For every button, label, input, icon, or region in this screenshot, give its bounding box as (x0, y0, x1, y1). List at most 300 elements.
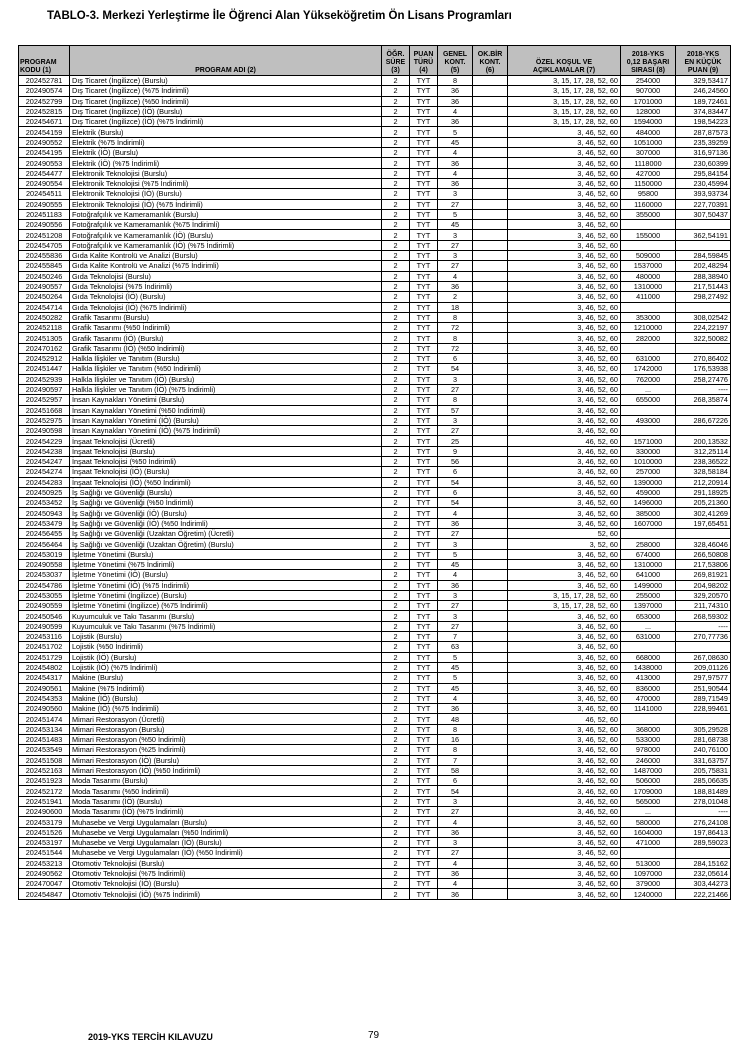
cell-min-score: ---- (676, 384, 731, 394)
cell-program-code: 202452957 (19, 395, 70, 405)
cell-program-name: Mimari Restorasyon (İÖ) (Burslu) (70, 755, 382, 765)
cell-success-rank: 459000 (621, 487, 676, 497)
header-score-type: PUAN TÜRÜ (4) (410, 46, 438, 76)
cell-general-quota: 36 (438, 868, 473, 878)
cell-program-code: 202451544 (19, 848, 70, 858)
cell-top-student-quota (473, 735, 508, 745)
table-row (19, 570, 731, 580)
header-program-code: PROGRAM KODU (1) (19, 46, 70, 76)
cell-top-student-quota (473, 714, 508, 724)
cell-program-code: 202490574 (19, 86, 70, 96)
cell-duration: 2 (382, 662, 410, 672)
cell-conditions: 3, 46, 52, 60 (508, 281, 621, 291)
cell-duration: 2 (382, 652, 410, 662)
cell-top-student-quota (473, 271, 508, 281)
cell-score-type: TYT (410, 848, 438, 858)
cell-min-score: 308,02542 (676, 312, 731, 322)
cell-top-student-quota (473, 323, 508, 333)
cell-program-name: İnşaat Teknolojisi (%50 İndirimli) (70, 456, 382, 466)
cell-general-quota: 7 (438, 755, 473, 765)
cell-program-name: Elektronik Teknolojisi (Burslu) (70, 168, 382, 178)
cell-duration: 2 (382, 467, 410, 477)
cell-program-code: 202450282 (19, 312, 70, 322)
cell-score-type: TYT (410, 477, 438, 487)
cell-min-score: 287,87573 (676, 127, 731, 137)
cell-general-quota: 36 (438, 117, 473, 127)
cell-conditions: 3, 46, 52, 60 (508, 405, 621, 415)
cell-general-quota: 5 (438, 652, 473, 662)
cell-duration: 2 (382, 580, 410, 590)
cell-conditions: 3, 46, 52, 60 (508, 704, 621, 714)
cell-success-rank: 254000 (621, 76, 676, 86)
cell-score-type: TYT (410, 178, 438, 188)
cell-success-rank: 1604000 (621, 827, 676, 837)
cell-program-name: Mimari Restorasyon (%25 İndirimli) (70, 745, 382, 755)
table-row (19, 539, 731, 549)
cell-program-name: Mimari Restorasyon (%50 İndirimli) (70, 735, 382, 745)
cell-min-score (676, 642, 731, 652)
cell-program-code: 202451729 (19, 652, 70, 662)
cell-success-rank: 471000 (621, 837, 676, 847)
cell-program-name: Kuyumculuk ve Takı Tasarımı (Burslu) (70, 611, 382, 621)
cell-top-student-quota (473, 281, 508, 291)
cell-program-name: Gıda Teknolojisi (%75 İndirimli) (70, 281, 382, 291)
cell-duration: 2 (382, 333, 410, 343)
cell-program-code: 202452163 (19, 765, 70, 775)
cell-conditions: 3, 46, 52, 60 (508, 374, 621, 384)
cell-duration: 2 (382, 889, 410, 899)
cell-top-student-quota (473, 251, 508, 261)
cell-min-score: 289,71549 (676, 693, 731, 703)
table-row (19, 230, 731, 240)
cell-general-quota: 48 (438, 714, 473, 724)
cell-duration: 2 (382, 539, 410, 549)
cell-min-score: 217,51443 (676, 281, 731, 291)
cell-score-type: TYT (410, 518, 438, 528)
cell-conditions: 3, 46, 52, 60 (508, 271, 621, 281)
table-row (19, 374, 731, 384)
cell-score-type: TYT (410, 312, 438, 322)
table-row (19, 601, 731, 611)
cell-score-type: TYT (410, 323, 438, 333)
table-row (19, 621, 731, 631)
cell-success-rank: 1499000 (621, 580, 676, 590)
table-row (19, 467, 731, 477)
cell-duration: 2 (382, 189, 410, 199)
cell-score-type: TYT (410, 189, 438, 199)
table-row (19, 662, 731, 672)
cell-top-student-quota (473, 106, 508, 116)
cell-conditions: 3, 46, 52, 60 (508, 446, 621, 456)
cell-program-name: Elektronik Teknolojisi (İÖ) (%75 İndirimli) (70, 199, 382, 209)
cell-score-type: TYT (410, 333, 438, 343)
cell-top-student-quota (473, 642, 508, 652)
table-row (19, 384, 731, 394)
header-top-student-quota: OK.BİR KONT. (6) (473, 46, 508, 76)
cell-score-type: TYT (410, 807, 438, 817)
cell-success-rank: 246000 (621, 755, 676, 765)
cell-duration: 2 (382, 848, 410, 858)
cell-conditions: 3, 46, 52, 60 (508, 662, 621, 672)
header-conditions: ÖZEL KOŞUL VE AÇIKLAMALAR (7) (508, 46, 621, 76)
cell-duration: 2 (382, 86, 410, 96)
cell-score-type: TYT (410, 889, 438, 899)
cell-conditions: 3, 46, 52, 60 (508, 642, 621, 652)
cell-success-rank: 1496000 (621, 498, 676, 508)
cell-min-score (676, 240, 731, 250)
cell-general-quota: 18 (438, 302, 473, 312)
cell-duration: 2 (382, 354, 410, 364)
cell-top-student-quota (473, 652, 508, 662)
cell-top-student-quota (473, 384, 508, 394)
cell-top-student-quota (473, 137, 508, 147)
cell-top-student-quota (473, 611, 508, 621)
cell-success-rank: 641000 (621, 570, 676, 580)
cell-score-type: TYT (410, 776, 438, 786)
cell-success-rank: 1118000 (621, 158, 676, 168)
cell-conditions: 3, 46, 52, 60 (508, 611, 621, 621)
cell-duration: 2 (382, 117, 410, 127)
cell-success-rank: 565000 (621, 796, 676, 806)
cell-program-name: Elektronik Teknolojisi (İÖ) (Burslu) (70, 189, 382, 199)
cell-score-type: TYT (410, 209, 438, 219)
cell-conditions: 3, 46, 52, 60 (508, 364, 621, 374)
cell-score-type: TYT (410, 590, 438, 600)
cell-duration: 2 (382, 426, 410, 436)
cell-min-score: 197,86413 (676, 827, 731, 837)
cell-general-quota: 45 (438, 683, 473, 693)
cell-min-score: 204,98202 (676, 580, 731, 590)
cell-min-score: 268,59302 (676, 611, 731, 621)
cell-success-rank: 355000 (621, 209, 676, 219)
cell-program-code: 202454159 (19, 127, 70, 137)
cell-general-quota: 36 (438, 704, 473, 714)
cell-score-type: TYT (410, 879, 438, 889)
cell-top-student-quota (473, 549, 508, 559)
cell-program-code: 202452912 (19, 354, 70, 364)
cell-score-type: TYT (410, 652, 438, 662)
cell-program-code: 202451474 (19, 714, 70, 724)
cell-min-score: 328,46046 (676, 539, 731, 549)
cell-success-rank (621, 343, 676, 353)
cell-score-type: TYT (410, 86, 438, 96)
cell-conditions: 3, 46, 52, 60 (508, 580, 621, 590)
cell-duration: 2 (382, 261, 410, 271)
table-row (19, 106, 731, 116)
cell-top-student-quota (473, 879, 508, 889)
cell-program-code: 202450925 (19, 487, 70, 497)
cell-top-student-quota (473, 415, 508, 425)
cell-program-name: Otomotiv Teknolojisi (%75 İndirimli) (70, 868, 382, 878)
cell-program-code: 202454847 (19, 889, 70, 899)
table-row (19, 148, 731, 158)
cell-min-score (676, 529, 731, 539)
table-row (19, 724, 731, 734)
cell-general-quota: 27 (438, 848, 473, 858)
table-row (19, 765, 731, 775)
cell-min-score: 303,44273 (676, 879, 731, 889)
cell-general-quota: 4 (438, 106, 473, 116)
cell-program-name: İş Sağlığı ve Güvenliği (İÖ) (Burslu) (70, 508, 382, 518)
cell-general-quota: 45 (438, 220, 473, 230)
cell-min-score: 189,72461 (676, 96, 731, 106)
cell-score-type: TYT (410, 580, 438, 590)
cell-success-rank (621, 220, 676, 230)
cell-success-rank: 1397000 (621, 601, 676, 611)
cell-top-student-quota (473, 559, 508, 569)
cell-general-quota: 3 (438, 611, 473, 621)
cell-conditions: 3, 46, 52, 60 (508, 776, 621, 786)
table-row (19, 858, 731, 868)
cell-min-score: 200,13532 (676, 436, 731, 446)
cell-general-quota: 4 (438, 879, 473, 889)
cell-top-student-quota (473, 858, 508, 868)
table-row (19, 261, 731, 271)
cell-duration: 2 (382, 148, 410, 158)
cell-conditions: 3, 15, 17, 28, 52, 60 (508, 590, 621, 600)
cell-program-code: 202451483 (19, 735, 70, 745)
cell-general-quota: 54 (438, 364, 473, 374)
cell-conditions: 3, 46, 52, 60 (508, 652, 621, 662)
cell-program-code: 202470047 (19, 879, 70, 889)
cell-min-score: 286,67226 (676, 415, 731, 425)
cell-general-quota: 9 (438, 446, 473, 456)
table-row (19, 446, 731, 456)
cell-success-rank: 411000 (621, 292, 676, 302)
cell-top-student-quota (473, 807, 508, 817)
cell-top-student-quota (473, 199, 508, 209)
cell-program-code: 202454786 (19, 580, 70, 590)
cell-success-rank: 509000 (621, 251, 676, 261)
cell-min-score: 322,50082 (676, 333, 731, 343)
cell-score-type: TYT (410, 117, 438, 127)
cell-duration: 2 (382, 868, 410, 878)
cell-program-name: İşletme Yönetimi (İngilizce) (%75 İndirimli) (70, 601, 382, 611)
cell-program-name: Elektrik (Burslu) (70, 127, 382, 137)
cell-top-student-quota (473, 395, 508, 405)
cell-top-student-quota (473, 590, 508, 600)
table-row (19, 817, 731, 827)
cell-general-quota: 3 (438, 374, 473, 384)
cell-min-score: 270,77736 (676, 632, 731, 642)
cell-program-name: Lojistik (İÖ) (Burslu) (70, 652, 382, 662)
cell-duration: 2 (382, 343, 410, 353)
cell-top-student-quota (473, 354, 508, 364)
cell-program-code: 202452939 (19, 374, 70, 384)
cell-duration: 2 (382, 642, 410, 652)
cell-program-code: 202450264 (19, 292, 70, 302)
table-row (19, 302, 731, 312)
cell-program-code: 202454705 (19, 240, 70, 250)
cell-program-name: Lojistik (İÖ) (%75 İndirimli) (70, 662, 382, 672)
cell-program-code: 202451941 (19, 796, 70, 806)
cell-program-code: 202455836 (19, 251, 70, 261)
cell-top-student-quota (473, 683, 508, 693)
table-row (19, 683, 731, 693)
table-row (19, 271, 731, 281)
header-min-score: 2018-YKS EN KÜÇÜK PUAN (9) (676, 46, 731, 76)
cell-duration: 2 (382, 76, 410, 86)
cell-score-type: TYT (410, 693, 438, 703)
cell-min-score: 285,06635 (676, 776, 731, 786)
cell-top-student-quota (473, 292, 508, 302)
cell-general-quota: 27 (438, 240, 473, 250)
cell-program-code: 202454247 (19, 456, 70, 466)
cell-program-code: 202453019 (19, 549, 70, 559)
cell-program-name: Lojistik (%50 İndirimli) (70, 642, 382, 652)
cell-program-code: 202454238 (19, 446, 70, 456)
cell-success-rank: 255000 (621, 590, 676, 600)
cell-score-type: TYT (410, 642, 438, 652)
table-row (19, 96, 731, 106)
cell-success-rank (621, 848, 676, 858)
cell-conditions: 3, 46, 52, 60 (508, 868, 621, 878)
table-row (19, 735, 731, 745)
cell-score-type: TYT (410, 148, 438, 158)
cell-program-code: 202490560 (19, 704, 70, 714)
cell-conditions: 3, 46, 52, 60 (508, 312, 621, 322)
cell-general-quota: 25 (438, 436, 473, 446)
cell-success-rank: 1310000 (621, 281, 676, 291)
cell-general-quota: 36 (438, 178, 473, 188)
cell-duration: 2 (382, 374, 410, 384)
table-row (19, 693, 731, 703)
cell-general-quota: 5 (438, 673, 473, 683)
cell-duration: 2 (382, 632, 410, 642)
cell-top-student-quota (473, 889, 508, 899)
cell-success-rank (621, 240, 676, 250)
cell-score-type: TYT (410, 662, 438, 672)
cell-general-quota: 36 (438, 580, 473, 590)
cell-conditions: 3, 46, 52, 60 (508, 848, 621, 858)
cell-score-type: TYT (410, 704, 438, 714)
cell-general-quota: 56 (438, 456, 473, 466)
cell-min-score: 209,01126 (676, 662, 731, 672)
cell-general-quota: 36 (438, 281, 473, 291)
cell-conditions: 3, 46, 52, 60 (508, 858, 621, 868)
cell-top-student-quota (473, 456, 508, 466)
cell-min-score: 295,84154 (676, 168, 731, 178)
cell-general-quota: 3 (438, 539, 473, 549)
cell-score-type: TYT (410, 446, 438, 456)
cell-conditions: 3, 46, 52, 60 (508, 508, 621, 518)
cell-conditions: 3, 46, 52, 60 (508, 323, 621, 333)
cell-min-score: 224,22197 (676, 323, 731, 333)
cell-top-student-quota (473, 86, 508, 96)
table-row (19, 209, 731, 219)
cell-general-quota: 54 (438, 786, 473, 796)
cell-duration: 2 (382, 302, 410, 312)
cell-program-name: Fotoğrafçılık ve Kameramanlık (İÖ) (%75 İndirimli) (70, 240, 382, 250)
cell-program-name: İş Sağlığı ve Güvenliği (Burslu) (70, 487, 382, 497)
cell-program-name: Dış Ticaret (İngilizce) (%50 İndirimli) (70, 96, 382, 106)
cell-success-rank: 1097000 (621, 868, 676, 878)
cell-program-code: 202490554 (19, 178, 70, 188)
cell-score-type: TYT (410, 354, 438, 364)
cell-conditions: 3, 46, 52, 60 (508, 621, 621, 631)
cell-conditions: 3, 46, 52, 60 (508, 158, 621, 168)
cell-min-score (676, 302, 731, 312)
cell-top-student-quota (473, 96, 508, 106)
table-row (19, 220, 731, 230)
cell-conditions: 3, 15, 17, 28, 52, 60 (508, 106, 621, 116)
header-general-quota: GENEL KONT. (5) (438, 46, 473, 76)
cell-top-student-quota (473, 76, 508, 86)
cell-min-score: 230,45994 (676, 178, 731, 188)
cell-success-rank: 353000 (621, 312, 676, 322)
table-row (19, 189, 731, 199)
cell-score-type: TYT (410, 487, 438, 497)
program-table (18, 45, 731, 900)
cell-success-rank: 655000 (621, 395, 676, 405)
table-row (19, 323, 731, 333)
cell-conditions: 3, 46, 52, 60 (508, 168, 621, 178)
cell-success-rank: 907000 (621, 86, 676, 96)
cell-top-student-quota (473, 498, 508, 508)
table-row (19, 827, 731, 837)
cell-duration: 2 (382, 168, 410, 178)
cell-score-type: TYT (410, 240, 438, 250)
cell-min-score: 328,58184 (676, 467, 731, 477)
cell-program-code: 202490552 (19, 137, 70, 147)
table-row (19, 251, 731, 261)
cell-min-score: 230,60399 (676, 158, 731, 168)
table-row (19, 395, 731, 405)
cell-program-name: Halkla İlişkiler ve Tanıtım (İÖ) (Burslu) (70, 374, 382, 384)
cell-program-name: Gıda Kalite Kontrolü ve Analizi (Burslu) (70, 251, 382, 261)
cell-top-student-quota (473, 848, 508, 858)
cell-general-quota: 3 (438, 796, 473, 806)
cell-min-score: 281,68738 (676, 735, 731, 745)
cell-duration: 2 (382, 879, 410, 889)
cell-duration: 2 (382, 209, 410, 219)
cell-program-code: 202452799 (19, 96, 70, 106)
cell-program-name: Mimari Restorasyon (Burslu) (70, 724, 382, 734)
cell-program-code: 202452975 (19, 415, 70, 425)
cell-conditions: 3, 46, 52, 60 (508, 199, 621, 209)
cell-program-name: Fotoğrafçılık ve Kameramanlık (Burslu) (70, 209, 382, 219)
cell-program-code: 202451183 (19, 209, 70, 219)
cell-program-code: 202453213 (19, 858, 70, 868)
cell-min-score: 217,53806 (676, 559, 731, 569)
cell-score-type: TYT (410, 601, 438, 611)
cell-program-name: İnşaat Teknolojisi (Burslu) (70, 446, 382, 456)
cell-min-score: 238,36522 (676, 456, 731, 466)
cell-program-name: Makine (%75 İndirimli) (70, 683, 382, 693)
cell-duration: 2 (382, 477, 410, 487)
cell-general-quota: 45 (438, 559, 473, 569)
cell-general-quota: 63 (438, 642, 473, 652)
cell-duration: 2 (382, 714, 410, 724)
table-row (19, 704, 731, 714)
cell-score-type: TYT (410, 292, 438, 302)
cell-conditions: 3, 46, 52, 60 (508, 302, 621, 312)
cell-program-code: 202470162 (19, 343, 70, 353)
cell-top-student-quota (473, 446, 508, 456)
cell-duration: 2 (382, 837, 410, 847)
cell-min-score: 235,39259 (676, 137, 731, 147)
cell-program-name: Otomotiv Teknolojisi (İÖ) (%75 İndirimli) (70, 889, 382, 899)
cell-success-rank: ... (621, 807, 676, 817)
cell-success-rank: 368000 (621, 724, 676, 734)
cell-top-student-quota (473, 827, 508, 837)
cell-duration: 2 (382, 220, 410, 230)
cell-success-rank: 1701000 (621, 96, 676, 106)
cell-program-name: Halkla İlişkiler ve Tanıtım (Burslu) (70, 354, 382, 364)
guide-title: 2019-YKS TERCİH KILAVUZU (88, 1032, 213, 1042)
cell-duration: 2 (382, 405, 410, 415)
cell-general-quota: 8 (438, 724, 473, 734)
